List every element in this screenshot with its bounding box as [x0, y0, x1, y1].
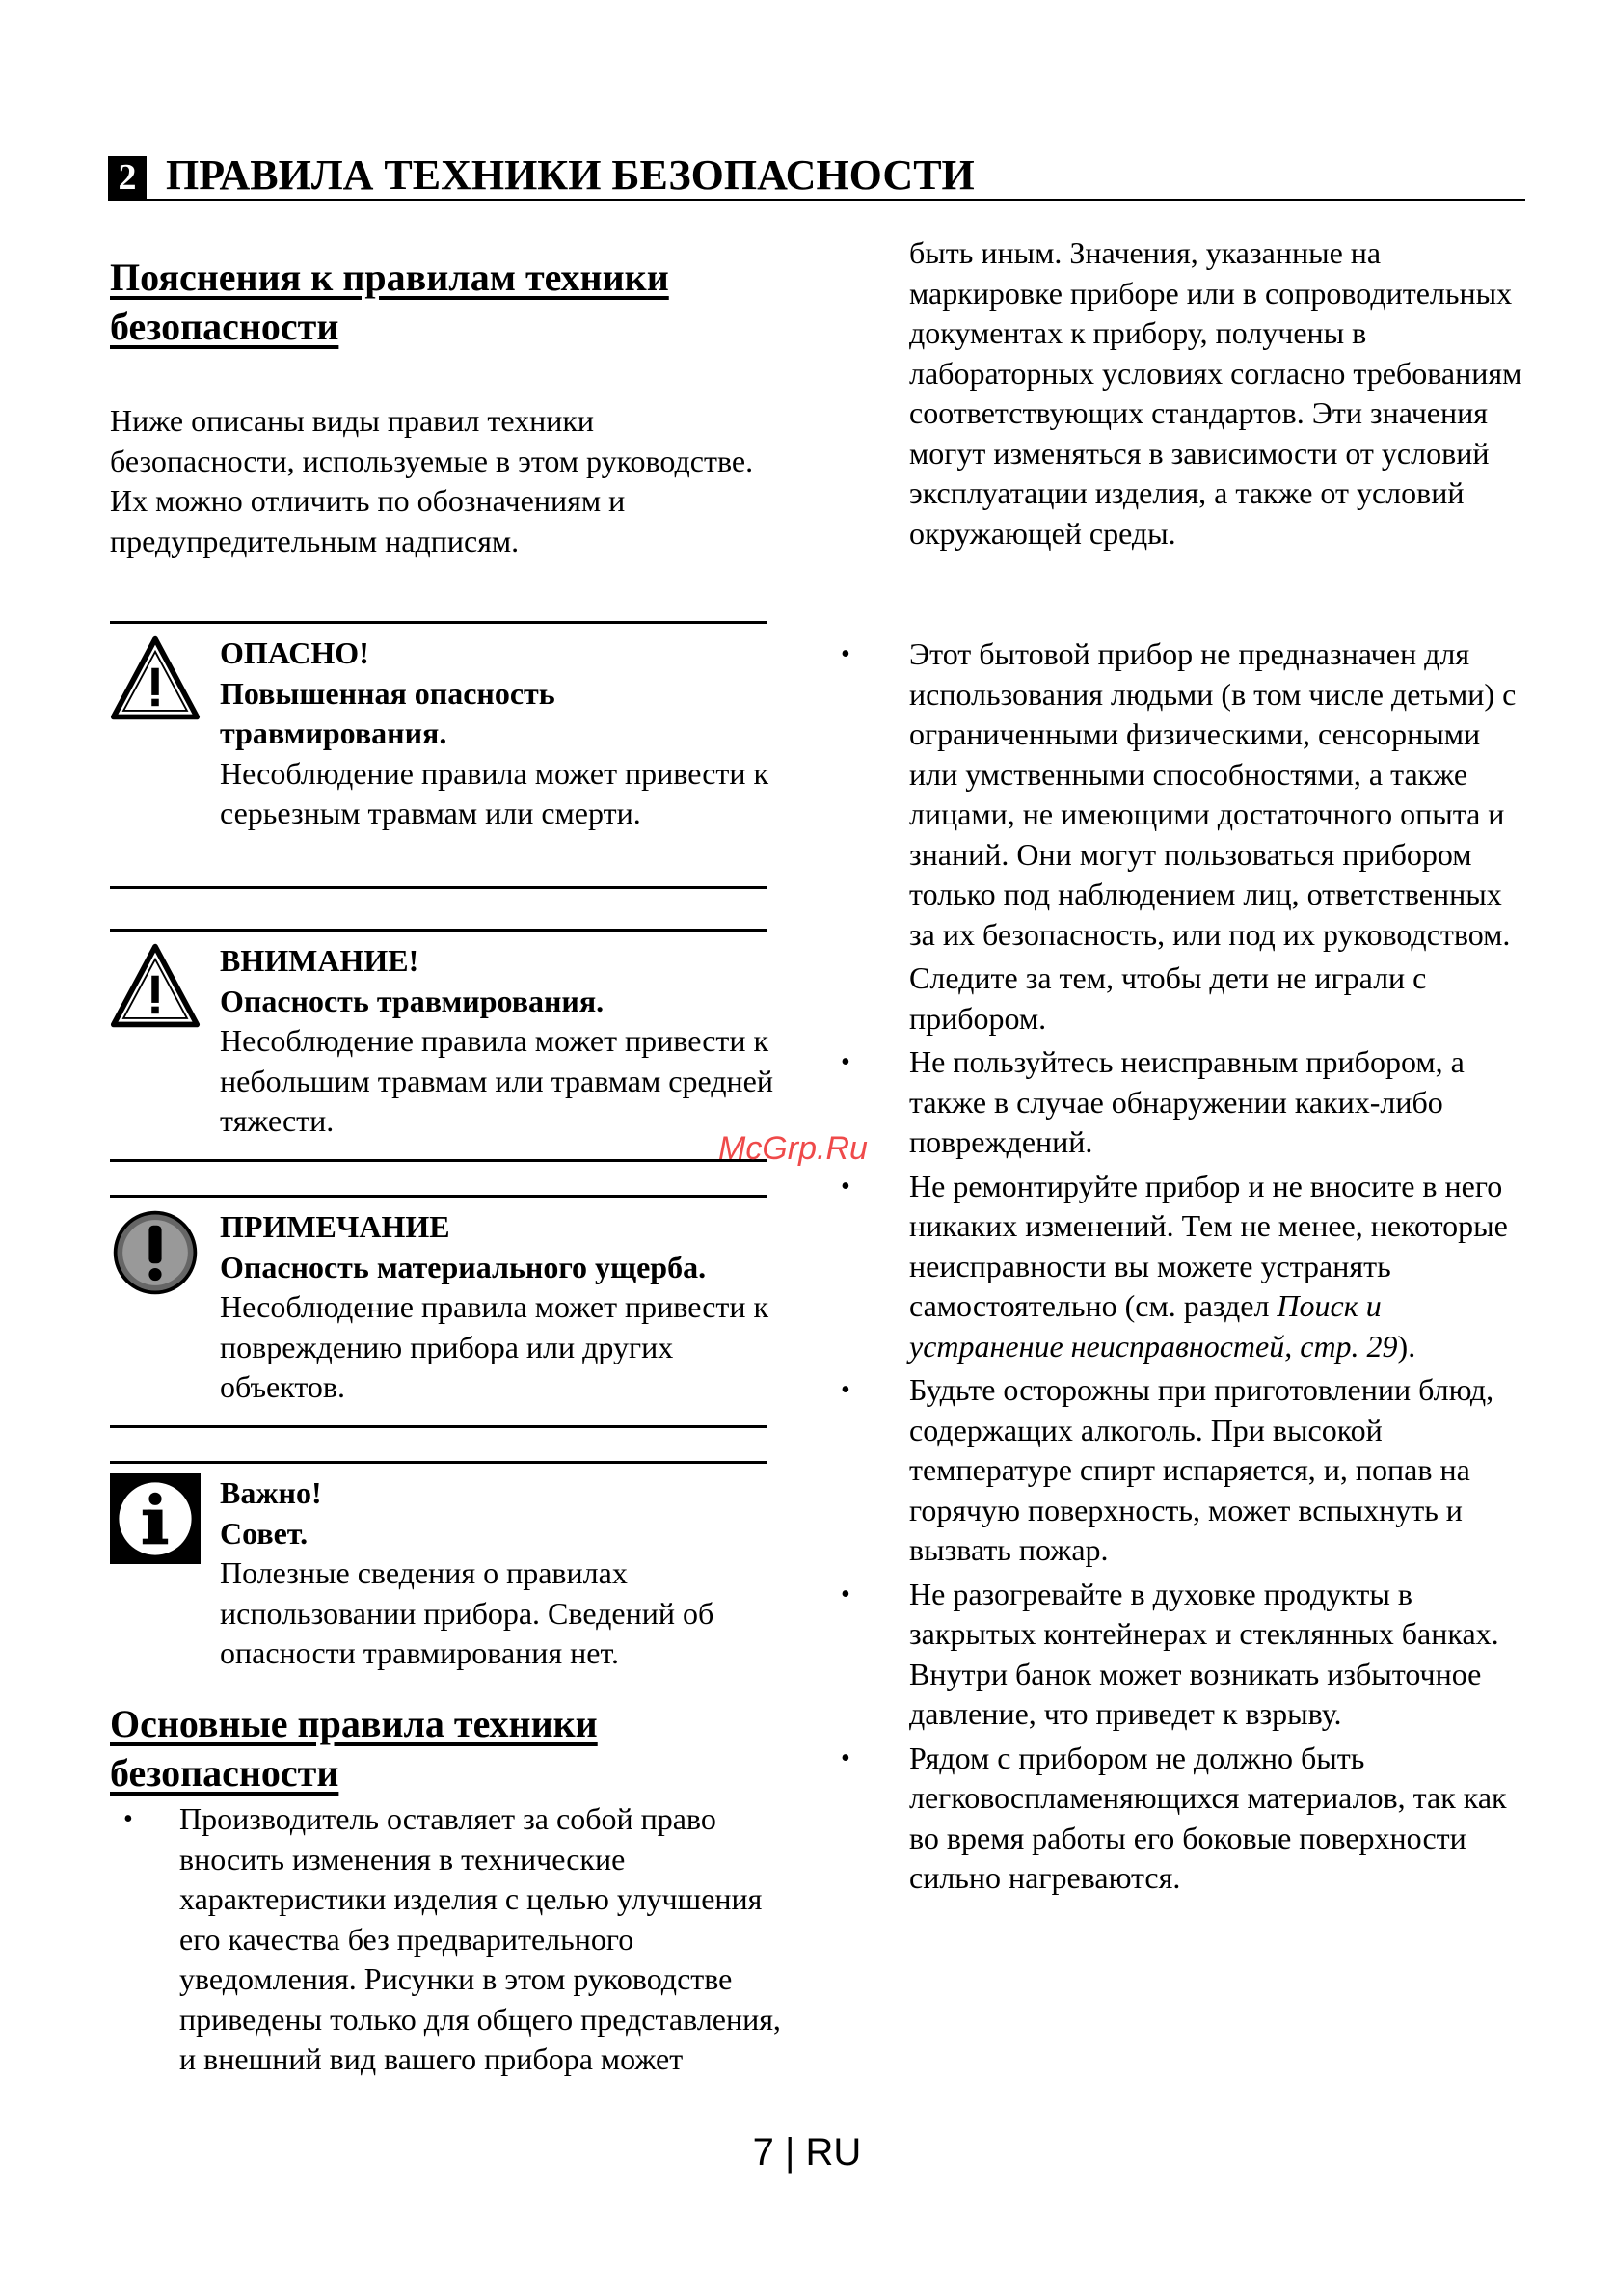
bullet-mark: • — [841, 1375, 850, 1405]
note-subtitle: Опасность материального ущерба. — [220, 1249, 707, 1284]
bullet-mark: • — [841, 1171, 850, 1202]
cross-reference-link: Поиск и устранение неисправностей, стр. 29 — [909, 1288, 1398, 1364]
warning-text-block — [220, 941, 779, 1142]
warning-box — [110, 929, 773, 1162]
bullet-text: Не пользуйтесь неисправным прибором, а также в случае обнаружении каких-либо повреждений. — [909, 1044, 1465, 1159]
list-item — [841, 1575, 1525, 1735]
continuation-paragraph: быть иным. Значения, указанные на маркировке приборе или в сопроводительных документах к прибору, получены в лабораторных условиях согласно требованиям соответствующих стандартов. Эти значения могут изменяться в зависимости от условий эксплуатации изделия, а также от условий окружающей среды. — [909, 235, 1522, 551]
list-item — [841, 1042, 1525, 1163]
section-title: ПРАВИЛА ТЕХНИКИ БЕЗОПАСНОСТИ — [166, 151, 975, 199]
list-item — [841, 635, 1525, 1039]
section-header — [108, 145, 1525, 201]
list-item — [841, 1370, 1525, 1571]
note-description: Несоблюдение правила может привести к повреждению прибора или других объектов. — [220, 1289, 769, 1404]
intro-paragraph: Ниже описаны виды правил техники безопасности, используемые в этом руководстве. Их можно отличить по обозначениям и предупредительным надписям. — [110, 403, 754, 558]
bullet-text: Этот бытовой прибор не предназначен для использования людьми (в том числе детьми) с ограниченными физическими, сенсорными или умственными способностями, а также лицами, не имеющими достаточного опыта и знаний. Они могут пользоваться прибором только под наблюдением лиц, ответственных за их безопасность, или под их руководством. — [909, 636, 1517, 952]
note-box — [110, 1195, 767, 1428]
page-footer: 7 | RU — [752, 2131, 862, 2174]
bullet-text: Производитель оставляет за собой право вносить изменения в технические характеристики изделия с целью улучшения его качества без предварительного уведомления. Рисунки в этом руководстве приведены только для общего представления, и внешний вид вашего прибора может — [179, 1801, 781, 2076]
exclamation-circle-icon — [110, 1207, 201, 1298]
important-subtitle: Совет. — [220, 1515, 309, 1551]
bullet-mark: • — [123, 1804, 133, 1834]
warning-triangle-icon — [110, 941, 201, 1032]
info-icon — [110, 1473, 201, 1564]
danger-description: Несоблюдение правила может привести к серьезным травмам или смерти. — [220, 755, 769, 830]
bullet-mark: • — [841, 1742, 850, 1773]
danger-text-block — [220, 634, 779, 834]
warning-description: Несоблюдение правила может привести к небольшим травмам или травмам средней тяжести. — [220, 1023, 773, 1138]
bullet-text: Будьте осторожны при приготовлении блюд, содержащих алкоголь. При высокой температуре спирт испаряется, и, попав на горячую поверхность, может вспыхнуть и вызвать пожар. — [909, 1372, 1494, 1567]
important-title: Важно! — [220, 1475, 322, 1510]
danger-subtitle: Повышенная опасность травмирования. — [220, 675, 555, 750]
warning-title: ВНИМАНИЕ! — [220, 943, 419, 978]
subheading-basic-rules: Основные правила техники безопасности — [110, 1702, 598, 1795]
list-item — [110, 1799, 785, 2080]
section-number: 2 — [108, 156, 147, 199]
note-title: ПРИМЕЧАНИЕ — [220, 1209, 450, 1244]
danger-box — [110, 621, 767, 889]
subheading-explanations: Пояснения к правилам техники безопасности — [110, 256, 669, 348]
warning-triangle-icon — [110, 634, 201, 724]
important-box — [110, 1461, 767, 1689]
list-item — [841, 1739, 1525, 1899]
note-text-block — [220, 1207, 779, 1408]
important-text-block — [220, 1473, 779, 1674]
bullet-text: Не ремонтируйте прибор и не вносите в него никаких изменений. Тем не менее, некоторые неисправности вы можете устранять самостоятельно (см. раздел — [909, 1168, 1508, 1323]
list-item — [841, 1167, 1525, 1367]
danger-title: ОПАСНО! — [220, 635, 369, 670]
basic-rules-list-right — [841, 635, 1525, 1899]
bullet-text: Не разогревайте в духовке продукты в закрытых контейнерах и стеклянных банках. Внутри банок может возникать избыточное давление, что приведет к взрыву. — [909, 1576, 1499, 1731]
bullet-subtext: Следите за тем, чтобы дети не играли с прибором. — [909, 960, 1427, 1036]
warning-subtitle: Опасность травмирования. — [220, 983, 605, 1018]
important-description: Полезные сведения о правилах использовании прибора. Сведений об опасности травмирования нет. — [220, 1555, 714, 1670]
bullet-mark: • — [841, 1579, 850, 1609]
bullet-text: Рядом с прибором не должно быть легковоспламеняющихся материалов, так как во время работы его боковые поверхности сильно нагреваются. — [909, 1740, 1507, 1895]
bullet-mark: • — [841, 1047, 850, 1077]
bullet-text-end: ). — [1397, 1328, 1416, 1364]
watermark: McGrp.Ru — [718, 1130, 868, 1167]
bullet-mark: • — [841, 639, 850, 669]
basic-rules-list-left — [110, 1799, 785, 2080]
